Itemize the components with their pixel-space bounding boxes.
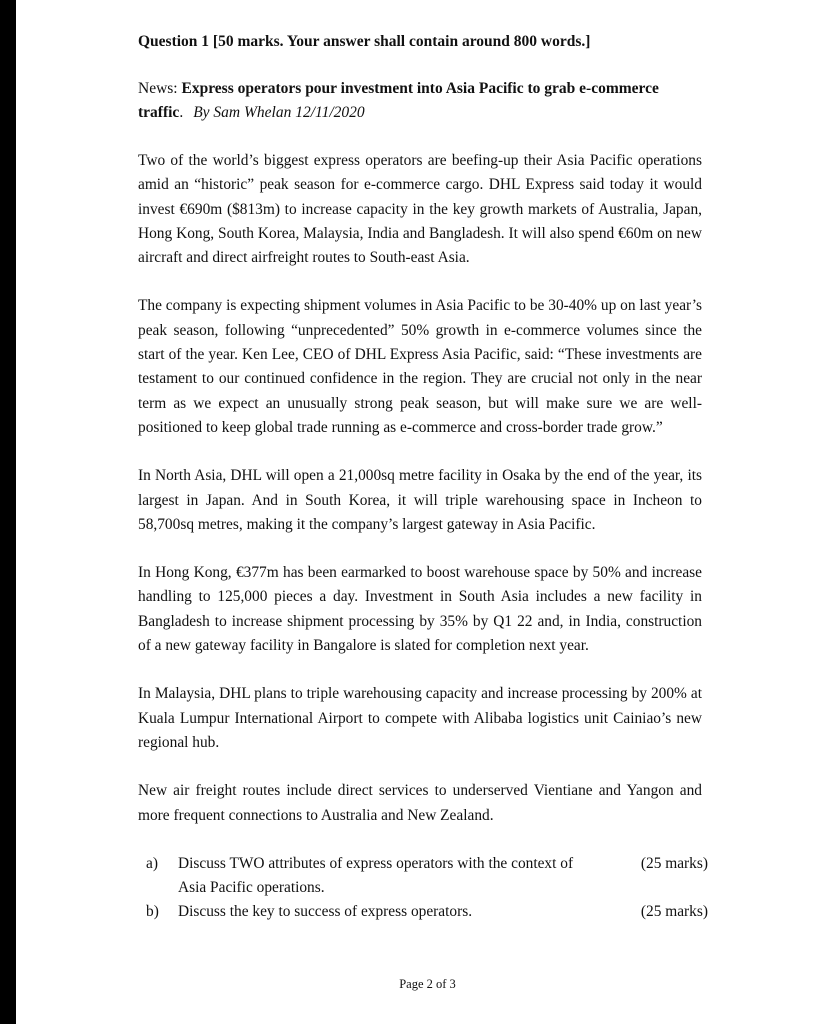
news-byline: By Sam Whelan 12/11/2020 [193, 104, 365, 121]
question-label: b) [146, 903, 159, 921]
document-body [138, 30, 708, 925]
page-number: Page 2 of 3 [399, 977, 456, 991]
question-label: a) [146, 854, 158, 872]
paragraph-3: In North Asia, DHL will open a 21,000sq metre facility in Osaka by the end of the year, its largest in Japan. And in South Korea, it will triple warehousing space in Incheon to 58,700sq metres, making it the company’s largest gateway in Asia Pacific. [138, 467, 702, 533]
news-headline: Express operators pour investment into Asia Pacific to grab e-commerce traffic [138, 80, 659, 121]
paragraph-5: In Malaysia, DHL plans to triple warehousing capacity and increase processing by 200% at Kuala Lumpur International Airport to compete with Alibaba logistics unit Cainiao’s new regional hub. [138, 685, 702, 751]
paragraph-6: New air freight routes include direct services to underserved Vientiane and Yangon and more frequent connections to Australia and New Zealand. [138, 782, 702, 824]
question-list [138, 852, 708, 925]
news-prefix: News: [138, 80, 182, 97]
question-marks: (25 marks) [640, 854, 708, 872]
document-page [16, 0, 839, 1024]
paragraph-1: Two of the world’s biggest express operators are beefing-up their Asia Pacific operations amid an “historic” peak season for e-commerce cargo. DHL Express said today it would invest €690m ($813m) to increase capacity in the key growth markets of Australia, Japan, Hong Kong, South Korea, Malaysia, India and Bangladesh. It will also spend €60m on new aircraft and direct airfreight routes to South-east Asia. [138, 152, 702, 267]
question-text: Discuss the key to success of express operators. [178, 903, 473, 921]
question-item [138, 900, 708, 924]
question-marks: (25 marks) [640, 903, 708, 921]
news-period: . [179, 104, 184, 121]
question-item [138, 852, 708, 901]
paragraph-2: The company is expecting shipment volumes in Asia Pacific to be 30-40% up on last year’s peak season, following “unprecedented” 50% growth in e-commerce volumes since the start of the year. Ken Lee, CEO of DHL Express Asia Pacific, said: “These investments are testament to our continued confidence in the region. They are crucial not only in the near term as we expect an unusually strong peak season, but will make sure we are well-positioned to keep global trade running as e-commerce and cross-border trade grow.” [138, 297, 702, 436]
question-heading: Question 1 [50 marks. Your answer shall contain around 800 words.] [138, 33, 591, 50]
news-line [138, 77, 702, 125]
question-text: Discuss TWO attributes of express operators with the context of Asia Pacific operations. [178, 854, 574, 897]
paragraph-4: In Hong Kong, €377m has been earmarked to boost warehouse space by 50% and increase handling to 125,000 pieces a day. Investment in South Asia includes a new facility in Bangladesh to increase shipment processing by 35% by Q1 22 and, in India, construction of a new gateway facility in Bangalore is slated for completion next year. [138, 564, 702, 655]
